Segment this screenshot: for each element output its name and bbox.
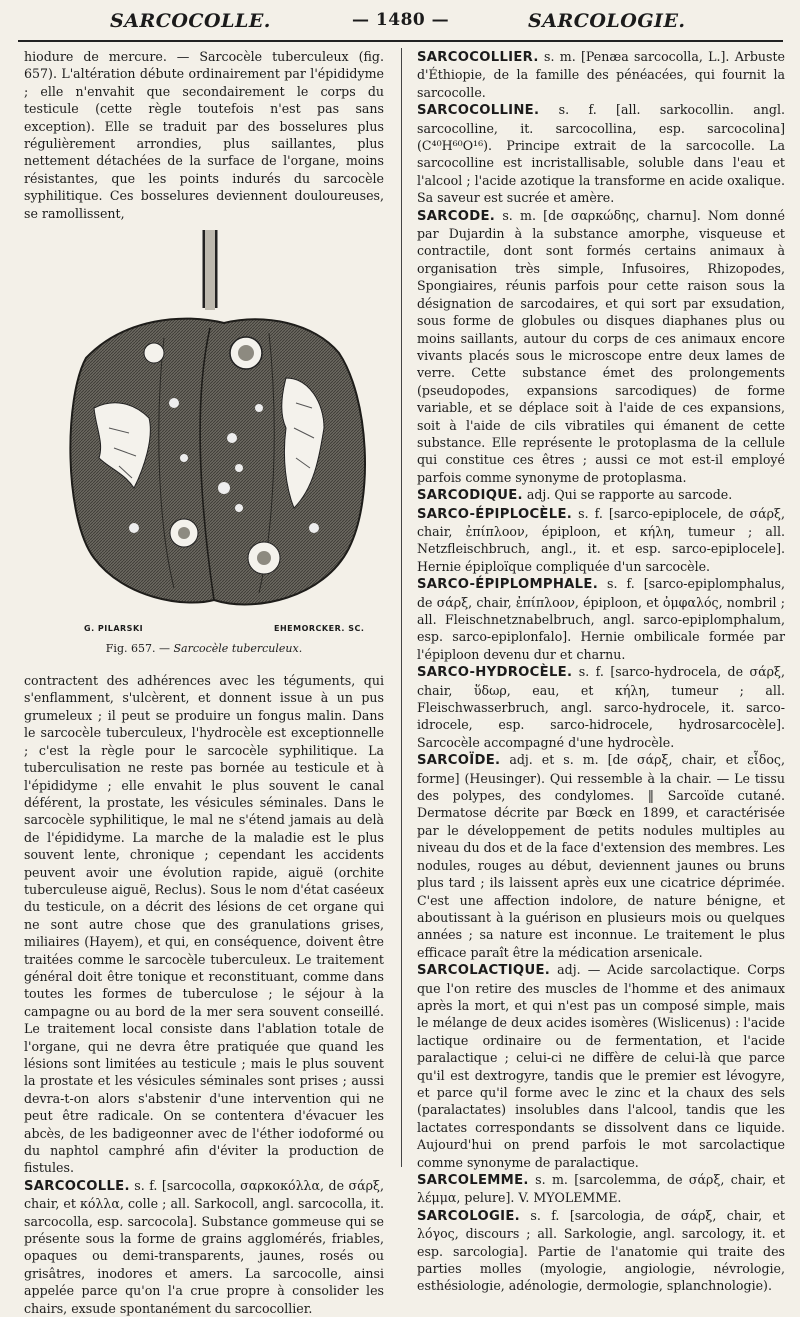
definition: adj. — Acide sarcolactique. Corps que l'on retire des muscles de l'homme et des animaux après la mort, et qui n'est pas un composé simple, mais le mélange de deux acides isomères (Wislicenus) : l'acide lactique ordinaire ou de fermentation, et l'acide paralactique ; celui-ci ne diffère de celui-là que parce qu'il est dextrogyre, tandis que le premier est lévogyre, et parce qu'il forme avec le zinc et la chaux des sels (paralactates) insolubles dans l'alcool, tandis que les lactates correspondants se dissolvent dans ce liquide. Aujourd'hui on prend parfois le mot sarcolactique comme synonyme de paralactique. <box>417 962 785 1170</box>
header-rule <box>18 40 783 42</box>
entry-sarcolemme <box>417 1171 785 1207</box>
definition: adj. et s. m. [de σάρξ, chair, et εἶδος, forme] (Heusinger). Qui ressemble à la chair. — Le tissu des polypes, des condylomes. ‖ Sarcoïde cutané. Dermatose décrite par Bœck en 1899, et caractérisée par le développement de petits nodules multiples au niveau du dos et de la face d'extension des membres. Les nodules, rouges au début, deviennent jaunes ou bruns plus tard ; ils laissent après eux une cicatrice déprimée. C'est une affection indolore, de nature bénigne, et aboutissant à la guérison en plusieurs mois ou quelques années ; sa nature est inconnue. Le traitement le plus efficace paraît être la médication arsenicale. <box>417 752 785 960</box>
headword: SARCOÏDE. <box>417 753 501 769</box>
entry-sarco-epiplomphale <box>417 575 785 663</box>
headword: SARCOLACTIQUE. <box>417 963 551 979</box>
headword: SARCO-HYDROCÈLE. <box>417 665 573 681</box>
left-column <box>24 48 384 1316</box>
figure-657 <box>24 228 384 668</box>
entry-sarcodique <box>417 486 785 504</box>
definition: s. f. [sarco-hydrocela, de σάρξ, chair, ὕδωρ, eau, et κήλη, tumeur ; all. Fleischwasserbruch, angl. sarco-hydrocele, it. sarco-idrocele, esp. sarco-hidrocele, hydrosarcocèle]. Sarcocèle accompagné d'une hydrocèle. <box>417 664 785 750</box>
running-head-right: SARCOLOGIE. <box>528 10 686 32</box>
entry-sarcologie <box>417 1207 785 1295</box>
headword: SARCOLEMME. <box>417 1173 529 1188</box>
headword: SARCODIQUE. <box>417 488 523 504</box>
definition: s. f. [sarcocolla, σαρκοκόλλα, de σάρξ, chair, et κόλλα, colle ; all. Sarkocoll, angl. sarcocolla, it. sarcocolla, esp. sarcocola]. Substance gommeuse qui se présente sous la forme de grains agglomérés, friables, opaques ou demi-transparents, jaunes, rosés ou grisâtres, inodores et amers. La sarcocolle, ainsi appelée parce qu'on l'a crue propre à consolider les chairs, exsude spontanément du sarcocollier. <box>24 1177 384 1316</box>
engraver-credit-left: G. PILARSKI <box>84 624 144 634</box>
definition: s. m. [Penæa sarcocolla, L.]. Arbuste d'Éthiopie, de la famille des pénéacées, qui fournit la sarcocolle. <box>417 49 785 100</box>
page-header <box>0 0 800 46</box>
definition: s. m. [de σαρκώδης, charnu]. Nom donné par Dujardin à la substance amorphe, visqueuse et contractile, dont sont formés certains animaux à organisation très simple, Infusoires, Rhizopodes, Spongiaires, réunis parfois pour cette raison sous la désignation de sarcodaires, et qui sort par exsudation, sous forme de globules ou disques diaphanes plus ou moins saillants, autour du corps de ces animaux encore vivants placés sous le microscope entre deux lames de verre. Cette substance émet des prolongements (pseudopodes, expansions sarcodiques) de forme variable, et se déplace soit à l'aide de ces expansions, soit à l'aide de cils vibratiles qui émanent de cette substance. Elle représente le protoplasma de la cellule qui constitue ces êtres ; aussi ce mot est-il employé parfois comme synonyme de protoplasma. <box>417 207 785 485</box>
figure-title: Sarcocèle tuberculeux. <box>173 642 303 656</box>
headword: SARCOCOLLIER. <box>417 50 539 65</box>
entry-sarcocolline <box>417 101 785 206</box>
headword: SARCO-ÉPIPLOMPHALE. <box>417 577 599 593</box>
definition: s. f. [all. sarkocollin. angl. sarcocolline, it. sarcocollina, esp. sarcocolina] (C⁴⁰H⁶⁰O¹⁶). Principe extrait de la sarcocolle. La sarcocolline est incristallisable, soluble dans l'eau et l'alcool ; l'acide azotique la transforme en acide oxalique. Sa saveur est sucrée et amère. <box>417 102 785 206</box>
definition: s. f. [sarcologia, de σάρξ, chair, et λόγος, discours ; all. Sarkologie, angl. sarcology, it. et esp. sarcologia]. Partie de l'anatomie qui traite des parties molles (myologie, angiologie, névrologie, esthésiologie, adénologie, dermologie, splanchnologie). <box>417 1207 785 1294</box>
definition: s. f. [sarco-epiplocele, de σάρξ, chair, ἐπίπλοον, épiploon, et κήλη, tumeur ; all. Netzfleischbruch, angl., it. et esp. sarco-epiplocele]. Hernie épiploïque compliquée d'un sarcocèle. <box>417 505 785 574</box>
page-number: — 1480 — <box>352 10 450 30</box>
definition: adj. Qui se rapporte au sarcode. <box>526 487 733 503</box>
headword: SARCO-ÉPIPLOCÈLE. <box>417 506 573 522</box>
headword: SARCOCOLLE. <box>24 1178 130 1194</box>
paragraph-sarcocele-continued: hiodure de mercure. — Sarcocèle tuberculeux (fig. 657). L'altération débute ordinairement par l'épididyme ; elle n'envahit que secondairement le corps du testicule (cette règle toutefois n'est pas sans exception). Elle se traduit par des bosselures plus régulièrement arrondies, plus saillantes, plus nettement détachées de la surface de l'organe, moins résistantes, que les points indurés du sarcocèle syphilitique. Ces bosselures deviennent douloureuses, se ramollissent, <box>24 49 384 221</box>
sarcocele-illustration <box>24 228 384 638</box>
engraver-credit-right: EHEMORCKER. SC. <box>274 624 365 634</box>
running-head-left: SARCOCOLLE. <box>110 10 271 32</box>
paragraph-sarcocele-tuberculeux: contractent des adhérences avec les téguments, qui s'enflamment, s'ulcèrent, et donnent issue à un pus grumeleux ; il peut se produire un fongus malin. Dans le sarcocèle tuberculeux, l'hydrocèle est exceptionnelle ; c'est la règle pour le sarcocèle syphilitique. La tuberculisation ne reste pas bornée au testicule et à l'épididyme ; elle envahit le plus souvent le canal déférent, la prostate, les vésicules séminales. Dans le sarcocèle syphilitique, le mal ne s'étend jamais au delà de l'épididyme. La marche de la maladie est le plus souvent lente, chronique ; cependant les accidents peuvent avoir une évolution rapide, aiguë (orchite tuberculeuse aiguë, Reclus). Sous le nom d'état caséeux du testicule, on a décrit des lésions de cet organe qui ne sont autre chose que des granulations grises, miliaires (Hayem), et qui, en conséquence, doivent être traitées comme le sarcocèle tuberculeux. Le traitement général doit être tonique et reconstituant, comme dans toutes les formes de tuberculose ; le séjour à la campagne ou au bord de la mer sera souvent conseillé. Le traitement local consiste dans l'ablation totale de l'organe, qui ne devra être pratiquée que quand les lésions sont limitées au testicule ; mais le plus souvent la prostate et les vésicules séminales sont prises ; aussi devra-t-on alors s'abstenir d'une intervention qui ne peut être radicale. On se contentera d'évacuer les abcès, de les badigeonner avec de l'éther iodoformé ou du naphtol camphré afin d'éviter la production de fistules. <box>24 673 384 1176</box>
definition: s. m. [sarcolemma, de σάρξ, chair, et λέμμα, pelure]. V. MYOLEMME. <box>417 1172 785 1206</box>
definition: s. f. [sarco-epiplomphalus, de σάρξ, chair, ἐπίπλοον, épiploon, et ὀμφαλός, nombril ; all. Fleischnetznabelbruch, angl. sarco-epiplomphalum, esp. sarco-epiplonfalo]. Hernie ombilicale formée par l'épiploon devenu dur et charnu. <box>417 576 785 662</box>
entry-sarcode <box>417 207 785 487</box>
column-divider <box>401 48 402 1167</box>
entry-sarcocollier <box>417 48 785 101</box>
headword: SARCODE. <box>417 208 496 224</box>
entry-sarcoide <box>417 751 785 961</box>
entry-sarcocolle <box>24 1177 384 1317</box>
entry-sarco-epiplocele <box>417 505 785 576</box>
figure-label: Fig. 657. — <box>105 642 170 656</box>
entry-sarco-hydrocele <box>417 663 785 751</box>
entry-sarcolactique <box>417 961 785 1171</box>
headword: SARCOCOLLINE. <box>417 103 540 119</box>
right-column <box>417 48 785 1294</box>
figure-caption <box>24 640 384 657</box>
headword: SARCOLOGIE. <box>417 1208 520 1224</box>
